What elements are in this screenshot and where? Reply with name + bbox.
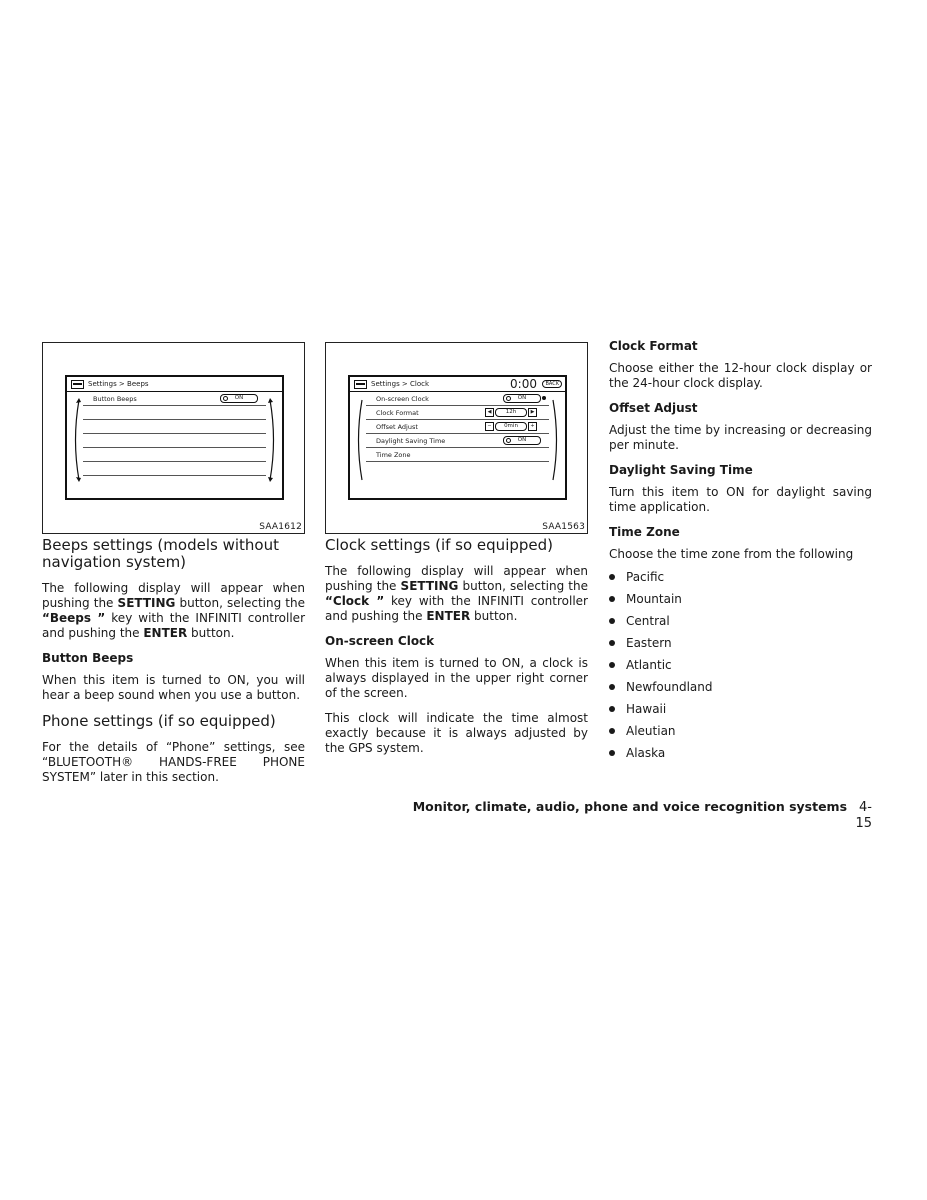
toggle-daylight-saving[interactable]: ON [503,436,541,445]
row-label: On-screen Clock [376,394,429,403]
minus-icon[interactable]: − [485,422,494,431]
row-label: Offset Adjust [376,422,418,431]
list-item: Central [609,610,872,632]
page-footer [400,799,872,831]
menu-row-empty [83,420,266,434]
screen-body [350,392,565,484]
clock-intro: The following display will appear when pushing the SETTING button, selecting the “Clock ” key with the INFINITI controller and pushing the ENTER button. [325,564,588,623]
menu-row-empty [83,406,266,420]
figure-code: SAA1612 [259,522,302,532]
clock-figure [325,342,588,534]
list-item: Atlantic [609,654,872,676]
clock-format-text: Choose either the 12-hour clock display or the 24-hour clock display. [609,361,872,390]
list-item: Hawaii [609,698,872,720]
column-middle [325,342,588,766]
menu-row-empty [83,448,266,462]
plus-icon[interactable]: + [528,422,537,431]
selected-dot-icon [542,396,546,400]
menu-row-clock-format[interactable] [366,406,549,420]
stepper-value: 0min [495,422,527,431]
left-scroll-arc-icon [70,396,82,484]
list-item: Mountain [609,588,872,610]
phone-text: For the details of “Phone” settings, see “BLUETOOTH® HANDS-FREE PHONE SYSTEM” later in this section. [42,740,305,784]
beeps-figure [42,342,305,534]
offset-adjust-stepper[interactable] [485,422,537,431]
stepper-value: 12h [495,408,527,417]
on-screen-clock-subheading: On-screen Clock [325,634,435,648]
menu-row-on-screen-clock[interactable] [366,392,549,406]
menu-row-daylight-saving[interactable] [366,434,549,448]
column-right [609,339,872,764]
screen-title: Settings > Beeps [88,380,149,388]
screen-body [67,392,282,484]
time-zone-list [609,566,872,764]
arrow-left-icon[interactable]: ◀ [485,408,494,417]
menu-row-empty [83,434,266,448]
clock-screen [348,375,567,500]
row-label: Daylight Saving Time [376,436,446,445]
button-beeps-subheading: Button Beeps [42,651,134,665]
list-item: Pacific [609,566,872,588]
beeps-screen [65,375,284,500]
figure-code: SAA1563 [542,522,585,532]
menu-row-offset-adjust[interactable] [366,420,549,434]
column-left [42,342,305,795]
settings-home-icon [354,380,367,389]
toggle-on-screen-clock[interactable]: ON [503,394,541,403]
back-button[interactable]: BACK [542,380,562,388]
menu-row-empty [83,462,266,476]
clock-format-subheading: Clock Format [609,339,698,353]
list-item: Alaska [609,742,872,764]
left-scroll-arc-icon [353,396,365,484]
gps-clock-text: This clock will indicate the time almost exactly because it is always adjusted by the GPS system. [325,711,588,755]
daylight-saving-text: Turn this item to ON for daylight saving time application. [609,485,872,514]
list-item: Newfoundland [609,676,872,698]
right-scroll-arc-icon [550,396,562,484]
right-scroll-arc-icon [267,396,279,484]
offset-adjust-text: Adjust the time by increasing or decreasing per minute. [609,423,872,452]
arrow-right-icon[interactable]: ▶ [528,408,537,417]
menu-row-time-zone[interactable] [366,448,549,462]
phone-heading: Phone settings (if so equipped) [42,712,276,730]
time-zone-subheading: Time Zone [609,525,680,539]
screen-header [67,377,282,392]
time-zone-text: Choose the time zone from the following [609,547,854,561]
clock-heading: Clock settings (if so equipped) [325,536,554,554]
list-item: Eastern [609,632,872,654]
beeps-intro: The following display will appear when pushing the SETTING button, selecting the “Beeps ” key with the INFINITI controller and pushing the ENTER button. [42,581,306,640]
settings-home-icon [71,380,84,389]
menu-row-button-beeps[interactable] [83,392,266,406]
daylight-saving-subheading: Daylight Saving Time [609,463,753,477]
offset-adjust-subheading: Offset Adjust [609,401,698,415]
row-label: Time Zone [376,450,411,459]
screen-title: Settings > Clock [371,380,430,388]
row-label: Button Beeps [93,394,137,403]
on-screen-clock-text: When this item is turned to ON, a clock is always displayed in the upper right corner of the screen. [325,656,588,700]
button-beeps-text: When this item is turned to ON, you will hear a beep sound when you use a button. [42,673,305,702]
screen-header [350,377,565,392]
clock-readout: 0:00 [510,377,537,391]
toggle-button-beeps[interactable]: ON [220,394,258,403]
section-title: Monitor, climate, audio, phone and voice recognition systems [412,799,848,814]
list-item: Aleutian [609,720,872,742]
clock-format-stepper[interactable] [485,408,537,417]
beeps-heading: Beeps settings (models without navigation system) [42,536,279,571]
row-label: Clock Format [376,408,419,417]
page-number: 4-15 [855,800,872,831]
